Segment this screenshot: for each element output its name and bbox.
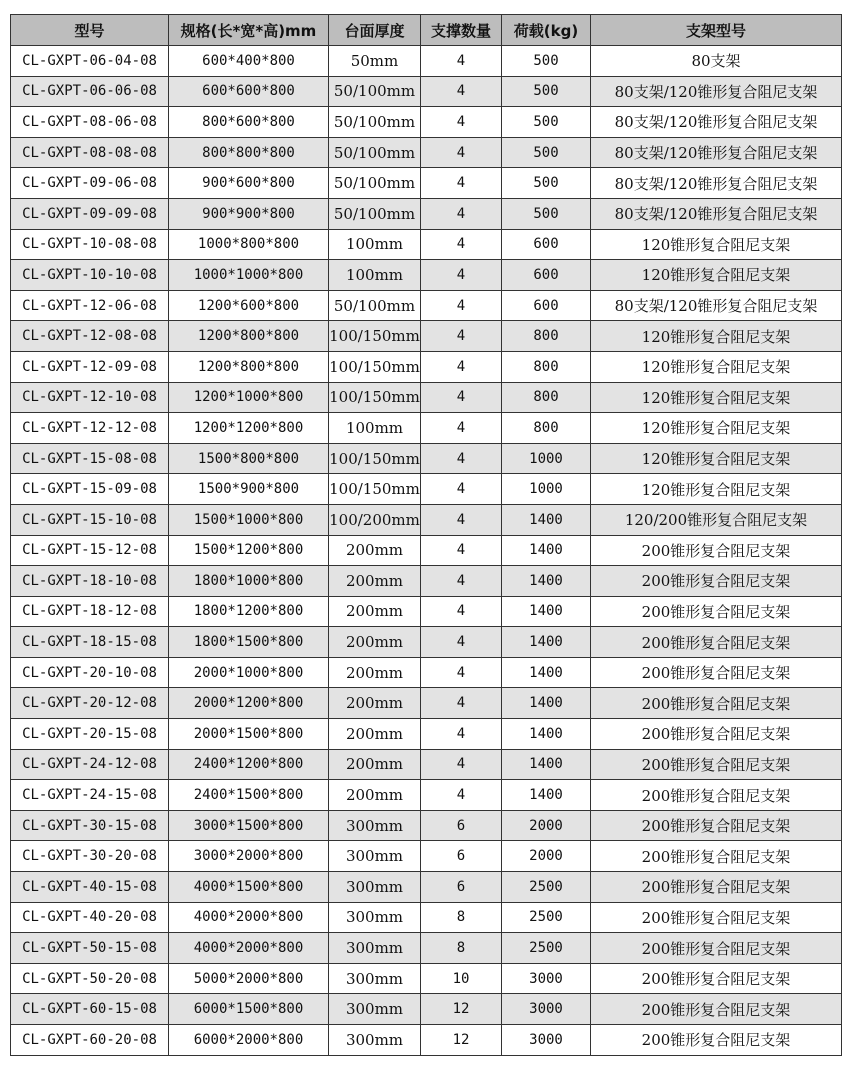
cell-top-thickness: 100/150mm	[329, 443, 421, 474]
cell-model: CL-GXPT-40-15-08	[11, 872, 169, 903]
cell-dimensions: 800*800*800	[169, 137, 329, 168]
cell-load: 1400	[502, 719, 591, 750]
cell-load: 500	[502, 137, 591, 168]
cell-load: 1400	[502, 535, 591, 566]
cell-dimensions: 1500*800*800	[169, 443, 329, 474]
cell-top-thickness: 300mm	[329, 810, 421, 841]
cell-dimensions: 600*400*800	[169, 46, 329, 77]
table-row	[11, 810, 842, 841]
cell-dimensions: 1200*800*800	[169, 351, 329, 382]
col-header-model: 型号	[11, 15, 169, 46]
cell-bracket-model: 200锥形复合阻尼支架	[591, 780, 842, 811]
cell-support-count: 4	[421, 566, 502, 597]
cell-model: CL-GXPT-30-20-08	[11, 841, 169, 872]
cell-dimensions: 6000*1500*800	[169, 994, 329, 1025]
cell-support-count: 10	[421, 963, 502, 994]
cell-support-count: 4	[421, 780, 502, 811]
cell-dimensions: 1200*1000*800	[169, 382, 329, 413]
cell-bracket-model: 120锥形复合阻尼支架	[591, 413, 842, 444]
cell-dimensions: 2000*1500*800	[169, 719, 329, 750]
cell-model: CL-GXPT-15-09-08	[11, 474, 169, 505]
cell-model: CL-GXPT-06-04-08	[11, 46, 169, 77]
cell-model: CL-GXPT-30-15-08	[11, 810, 169, 841]
cell-dimensions: 1500*1000*800	[169, 504, 329, 535]
cell-support-count: 4	[421, 46, 502, 77]
table-row	[11, 168, 842, 199]
product-spec-table	[10, 14, 842, 1056]
cell-top-thickness: 200mm	[329, 535, 421, 566]
cell-top-thickness: 300mm	[329, 963, 421, 994]
cell-top-thickness: 300mm	[329, 933, 421, 964]
table-body	[11, 46, 842, 1056]
cell-load: 500	[502, 76, 591, 107]
cell-load: 800	[502, 321, 591, 352]
cell-bracket-model: 200锥形复合阻尼支架	[591, 627, 842, 658]
cell-dimensions: 1200*800*800	[169, 321, 329, 352]
cell-bracket-model: 120/200锥形复合阻尼支架	[591, 504, 842, 535]
table-row	[11, 1025, 842, 1056]
cell-support-count: 4	[421, 198, 502, 229]
cell-top-thickness: 50mm	[329, 46, 421, 77]
cell-load: 2000	[502, 841, 591, 872]
cell-load: 3000	[502, 1025, 591, 1056]
cell-bracket-model: 200锥形复合阻尼支架	[591, 688, 842, 719]
cell-load: 1400	[502, 566, 591, 597]
col-header-load: 荷载(kg)	[502, 15, 591, 46]
cell-top-thickness: 200mm	[329, 566, 421, 597]
cell-top-thickness: 50/100mm	[329, 168, 421, 199]
cell-bracket-model: 200锥形复合阻尼支架	[591, 872, 842, 903]
cell-support-count: 4	[421, 535, 502, 566]
table-row	[11, 566, 842, 597]
cell-dimensions: 600*600*800	[169, 76, 329, 107]
cell-load: 500	[502, 107, 591, 138]
cell-top-thickness: 200mm	[329, 749, 421, 780]
cell-model: CL-GXPT-15-08-08	[11, 443, 169, 474]
cell-load: 800	[502, 351, 591, 382]
cell-support-count: 4	[421, 443, 502, 474]
cell-load: 1400	[502, 780, 591, 811]
cell-dimensions: 1800*1000*800	[169, 566, 329, 597]
cell-load: 2500	[502, 902, 591, 933]
cell-dimensions: 6000*2000*800	[169, 1025, 329, 1056]
table-row	[11, 76, 842, 107]
table-row	[11, 413, 842, 444]
cell-dimensions: 900*900*800	[169, 198, 329, 229]
cell-model: CL-GXPT-08-06-08	[11, 107, 169, 138]
cell-support-count: 4	[421, 382, 502, 413]
cell-top-thickness: 50/100mm	[329, 76, 421, 107]
table-row	[11, 749, 842, 780]
table-row	[11, 780, 842, 811]
cell-bracket-model: 80支架/120锥形复合阻尼支架	[591, 137, 842, 168]
cell-dimensions: 1800*1500*800	[169, 627, 329, 658]
cell-model: CL-GXPT-09-09-08	[11, 198, 169, 229]
cell-load: 2500	[502, 872, 591, 903]
cell-load: 1400	[502, 688, 591, 719]
cell-top-thickness: 50/100mm	[329, 290, 421, 321]
table-row	[11, 46, 842, 77]
cell-load: 600	[502, 229, 591, 260]
table-header	[11, 15, 842, 46]
table-row	[11, 535, 842, 566]
cell-top-thickness: 100/150mm	[329, 321, 421, 352]
cell-support-count: 4	[421, 749, 502, 780]
table-row	[11, 107, 842, 138]
cell-bracket-model: 200锥形复合阻尼支架	[591, 994, 842, 1025]
cell-load: 1400	[502, 627, 591, 658]
cell-dimensions: 2000*1000*800	[169, 657, 329, 688]
cell-model: CL-GXPT-06-06-08	[11, 76, 169, 107]
header-row	[11, 15, 842, 46]
cell-dimensions: 1500*1200*800	[169, 535, 329, 566]
table-row	[11, 688, 842, 719]
cell-dimensions: 4000*2000*800	[169, 933, 329, 964]
cell-bracket-model: 200锥形复合阻尼支架	[591, 566, 842, 597]
cell-support-count: 4	[421, 627, 502, 658]
table-row	[11, 994, 842, 1025]
cell-support-count: 4	[421, 137, 502, 168]
cell-support-count: 6	[421, 810, 502, 841]
cell-load: 3000	[502, 963, 591, 994]
col-header-bracket-model: 支架型号	[591, 15, 842, 46]
cell-top-thickness: 200mm	[329, 688, 421, 719]
table-row	[11, 260, 842, 291]
cell-bracket-model: 120锥形复合阻尼支架	[591, 260, 842, 291]
cell-load: 500	[502, 46, 591, 77]
cell-bracket-model: 120锥形复合阻尼支架	[591, 321, 842, 352]
cell-load: 1400	[502, 749, 591, 780]
cell-bracket-model: 120锥形复合阻尼支架	[591, 229, 842, 260]
cell-load: 1400	[502, 657, 591, 688]
cell-model: CL-GXPT-15-12-08	[11, 535, 169, 566]
cell-load: 2000	[502, 810, 591, 841]
cell-bracket-model: 200锥形复合阻尼支架	[591, 535, 842, 566]
cell-top-thickness: 100mm	[329, 229, 421, 260]
cell-bracket-model: 200锥形复合阻尼支架	[591, 596, 842, 627]
cell-model: CL-GXPT-24-15-08	[11, 780, 169, 811]
table-row	[11, 474, 842, 505]
cell-model: CL-GXPT-24-12-08	[11, 749, 169, 780]
cell-bracket-model: 200锥形复合阻尼支架	[591, 902, 842, 933]
cell-dimensions: 1000*800*800	[169, 229, 329, 260]
cell-support-count: 4	[421, 321, 502, 352]
table-row	[11, 841, 842, 872]
cell-top-thickness: 100mm	[329, 413, 421, 444]
cell-model: CL-GXPT-40-20-08	[11, 902, 169, 933]
cell-model: CL-GXPT-12-09-08	[11, 351, 169, 382]
spec-table-wrapper	[10, 14, 842, 1056]
cell-dimensions: 3000*2000*800	[169, 841, 329, 872]
cell-dimensions: 4000*2000*800	[169, 902, 329, 933]
cell-dimensions: 1200*1200*800	[169, 413, 329, 444]
table-row	[11, 719, 842, 750]
cell-bracket-model: 80支架/120锥形复合阻尼支架	[591, 198, 842, 229]
cell-support-count: 4	[421, 596, 502, 627]
cell-top-thickness: 100/150mm	[329, 351, 421, 382]
cell-dimensions: 800*600*800	[169, 107, 329, 138]
col-header-dimensions: 规格(长*宽*高)mm	[169, 15, 329, 46]
cell-top-thickness: 50/100mm	[329, 137, 421, 168]
table-row	[11, 382, 842, 413]
cell-model: CL-GXPT-50-15-08	[11, 933, 169, 964]
cell-model: CL-GXPT-18-15-08	[11, 627, 169, 658]
cell-dimensions: 900*600*800	[169, 168, 329, 199]
cell-model: CL-GXPT-15-10-08	[11, 504, 169, 535]
cell-support-count: 4	[421, 168, 502, 199]
cell-bracket-model: 200锥形复合阻尼支架	[591, 810, 842, 841]
cell-top-thickness: 200mm	[329, 719, 421, 750]
cell-bracket-model: 200锥形复合阻尼支架	[591, 933, 842, 964]
cell-load: 500	[502, 168, 591, 199]
col-header-support-count: 支撑数量	[421, 15, 502, 46]
table-row	[11, 627, 842, 658]
cell-model: CL-GXPT-12-10-08	[11, 382, 169, 413]
table-row	[11, 504, 842, 535]
table-row	[11, 229, 842, 260]
table-row	[11, 596, 842, 627]
cell-dimensions: 5000*2000*800	[169, 963, 329, 994]
cell-support-count: 4	[421, 107, 502, 138]
cell-load: 600	[502, 260, 591, 291]
cell-dimensions: 1000*1000*800	[169, 260, 329, 291]
cell-model: CL-GXPT-12-12-08	[11, 413, 169, 444]
table-row	[11, 137, 842, 168]
cell-support-count: 4	[421, 290, 502, 321]
cell-model: CL-GXPT-20-12-08	[11, 688, 169, 719]
cell-model: CL-GXPT-20-10-08	[11, 657, 169, 688]
cell-bracket-model: 120锥形复合阻尼支架	[591, 443, 842, 474]
cell-model: CL-GXPT-12-08-08	[11, 321, 169, 352]
cell-dimensions: 1500*900*800	[169, 474, 329, 505]
cell-top-thickness: 200mm	[329, 780, 421, 811]
cell-support-count: 8	[421, 902, 502, 933]
cell-support-count: 4	[421, 76, 502, 107]
cell-model: CL-GXPT-60-20-08	[11, 1025, 169, 1056]
cell-bracket-model: 80支架/120锥形复合阻尼支架	[591, 76, 842, 107]
table-row	[11, 351, 842, 382]
table-row	[11, 198, 842, 229]
cell-bracket-model: 120锥形复合阻尼支架	[591, 474, 842, 505]
cell-load: 800	[502, 382, 591, 413]
cell-support-count: 6	[421, 841, 502, 872]
cell-top-thickness: 200mm	[329, 596, 421, 627]
cell-bracket-model: 200锥形复合阻尼支架	[591, 719, 842, 750]
cell-support-count: 4	[421, 474, 502, 505]
cell-top-thickness: 300mm	[329, 902, 421, 933]
cell-dimensions: 2400*1200*800	[169, 749, 329, 780]
cell-support-count: 12	[421, 994, 502, 1025]
cell-model: CL-GXPT-09-06-08	[11, 168, 169, 199]
cell-top-thickness: 200mm	[329, 657, 421, 688]
cell-support-count: 4	[421, 657, 502, 688]
cell-bracket-model: 120锥形复合阻尼支架	[591, 351, 842, 382]
cell-top-thickness: 50/100mm	[329, 198, 421, 229]
cell-dimensions: 1200*600*800	[169, 290, 329, 321]
cell-top-thickness: 50/100mm	[329, 107, 421, 138]
cell-bracket-model: 80支架	[591, 46, 842, 77]
cell-load: 1400	[502, 596, 591, 627]
table-row	[11, 963, 842, 994]
table-row	[11, 933, 842, 964]
cell-top-thickness: 300mm	[329, 872, 421, 903]
table-row	[11, 321, 842, 352]
cell-model: CL-GXPT-12-06-08	[11, 290, 169, 321]
cell-top-thickness: 300mm	[329, 841, 421, 872]
cell-model: CL-GXPT-18-12-08	[11, 596, 169, 627]
cell-top-thickness: 100/150mm	[329, 474, 421, 505]
cell-support-count: 4	[421, 413, 502, 444]
cell-support-count: 4	[421, 504, 502, 535]
cell-bracket-model: 80支架/120锥形复合阻尼支架	[591, 107, 842, 138]
cell-support-count: 8	[421, 933, 502, 964]
cell-top-thickness: 200mm	[329, 627, 421, 658]
cell-bracket-model: 200锥形复合阻尼支架	[591, 841, 842, 872]
cell-bracket-model: 200锥形复合阻尼支架	[591, 749, 842, 780]
cell-support-count: 4	[421, 260, 502, 291]
cell-support-count: 4	[421, 688, 502, 719]
table-row	[11, 443, 842, 474]
cell-bracket-model: 200锥形复合阻尼支架	[591, 657, 842, 688]
cell-load: 2500	[502, 933, 591, 964]
cell-model: CL-GXPT-10-10-08	[11, 260, 169, 291]
cell-top-thickness: 300mm	[329, 1025, 421, 1056]
cell-bracket-model: 120锥形复合阻尼支架	[591, 382, 842, 413]
cell-model: CL-GXPT-60-15-08	[11, 994, 169, 1025]
cell-load: 800	[502, 413, 591, 444]
cell-dimensions: 2400*1500*800	[169, 780, 329, 811]
cell-support-count: 6	[421, 872, 502, 903]
col-header-top-thickness: 台面厚度	[329, 15, 421, 46]
cell-bracket-model: 200锥形复合阻尼支架	[591, 1025, 842, 1056]
cell-bracket-model: 80支架/120锥形复合阻尼支架	[591, 290, 842, 321]
cell-bracket-model: 80支架/120锥形复合阻尼支架	[591, 168, 842, 199]
cell-top-thickness: 100/200mm	[329, 504, 421, 535]
cell-dimensions: 3000*1500*800	[169, 810, 329, 841]
cell-support-count: 12	[421, 1025, 502, 1056]
cell-load: 3000	[502, 994, 591, 1025]
cell-support-count: 4	[421, 719, 502, 750]
cell-top-thickness: 100/150mm	[329, 382, 421, 413]
cell-model: CL-GXPT-20-15-08	[11, 719, 169, 750]
cell-dimensions: 2000*1200*800	[169, 688, 329, 719]
cell-load: 600	[502, 290, 591, 321]
cell-load: 500	[502, 198, 591, 229]
table-row	[11, 902, 842, 933]
cell-dimensions: 4000*1500*800	[169, 872, 329, 903]
cell-bracket-model: 200锥形复合阻尼支架	[591, 963, 842, 994]
cell-model: CL-GXPT-50-20-08	[11, 963, 169, 994]
table-row	[11, 657, 842, 688]
cell-support-count: 4	[421, 351, 502, 382]
table-row	[11, 872, 842, 903]
cell-model: CL-GXPT-10-08-08	[11, 229, 169, 260]
cell-load: 1000	[502, 474, 591, 505]
cell-support-count: 4	[421, 229, 502, 260]
cell-model: CL-GXPT-08-08-08	[11, 137, 169, 168]
cell-top-thickness: 100mm	[329, 260, 421, 291]
cell-top-thickness: 300mm	[329, 994, 421, 1025]
cell-load: 1400	[502, 504, 591, 535]
cell-dimensions: 1800*1200*800	[169, 596, 329, 627]
cell-load: 1000	[502, 443, 591, 474]
cell-model: CL-GXPT-18-10-08	[11, 566, 169, 597]
table-row	[11, 290, 842, 321]
